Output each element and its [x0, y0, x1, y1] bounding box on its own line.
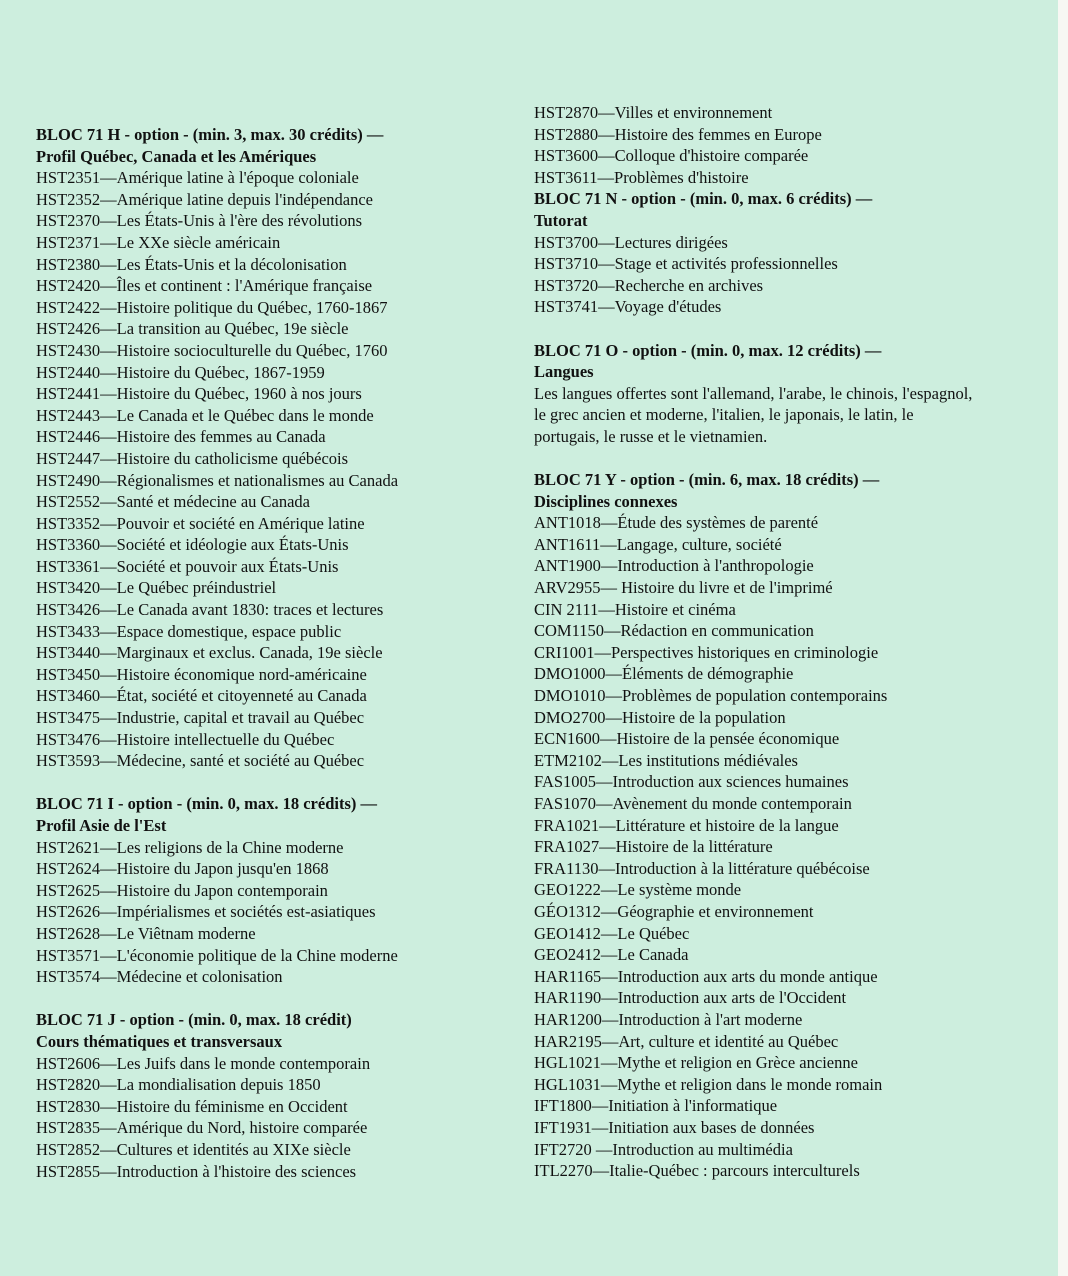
course-item: HST3450—Histoire économique nord-américaine: [36, 664, 367, 684]
bloc-h-courses: [36, 167, 506, 772]
course-item: ECN1600—Histoire de la pensée économique: [534, 729, 840, 749]
course-item: DMO1000—Éléments de démographie: [534, 664, 794, 684]
bloc-i: [36, 793, 506, 987]
course-item: HST3611—Problèmes d'histoire: [534, 167, 749, 187]
left-column: [36, 124, 506, 1182]
course-item: ITL2270—Italie-Québec : parcours interculturels: [534, 1161, 860, 1181]
course-item: HST2351—Amérique latine à l'époque coloniale: [36, 168, 359, 188]
course-item: HST3361—Société et pouvoir aux États-Unis: [36, 556, 339, 576]
course-item: HST2352—Amérique latine depuis l'indépendance: [36, 189, 374, 209]
course-item: HAR1165—Introduction aux arts du monde antique: [534, 966, 878, 986]
course-item: HAR2195—Art, culture et identité au Québec: [534, 1031, 839, 1051]
course-item: HAR1200—Introduction à l'art moderne: [534, 1009, 803, 1029]
course-item: HST2490—Régionalismes et nationalismes au Canada: [36, 470, 399, 490]
course-item: HST3710—Stage et activités professionnelles: [534, 254, 838, 274]
course-item: HST2430—Histoire socioculturelle du Québec, 1760: [36, 340, 388, 360]
course-item: HST2625—Histoire du Japon contemporain: [36, 880, 328, 900]
course-item: HST2380—Les États-Unis et la décolonisation: [36, 254, 347, 274]
bloc-n-courses: [534, 232, 1034, 318]
course-item: HST2371—Le XXe siècle américain: [36, 232, 281, 252]
bloc-i-courses: [36, 837, 506, 988]
course-item: HST2621—Les religions de la Chine moderne: [36, 837, 344, 857]
course-item: HST3476—Histoire intellectuelle du Québec: [36, 729, 335, 749]
course-item: HGL1021—Mythe et religion en Grèce ancienne: [534, 1053, 858, 1073]
course-item: GEO2412—Le Canada: [534, 945, 689, 965]
bloc-h-subtitle: Profil Québec, Canada et les Amériques: [36, 146, 317, 166]
course-item: HST2447—Histoire du catholicisme québécois: [36, 448, 349, 468]
course-item: HST3360—Société et idéologie aux États-Unis: [36, 535, 349, 555]
bloc-y-courses: [534, 512, 1034, 1181]
course-item: COM1150—Rédaction en communication: [534, 621, 814, 641]
course-item: HST3440—Marginaux et exclus. Canada, 19e siècle: [36, 643, 383, 663]
bloc-y-subtitle: Disciplines connexes: [534, 491, 678, 511]
course-item: FRA1021—Littérature et histoire de la langue: [534, 815, 839, 835]
course-item: HST3741—Voyage d'études: [534, 297, 722, 317]
course-item: HST3460—État, société et citoyenneté au Canada: [36, 686, 367, 706]
page-edge: [1058, 0, 1068, 1276]
bloc-j-title: BLOC 71 J - option - (min. 0, max. 18 crédit): [36, 1010, 352, 1030]
course-item: HST3352—Pouvoir et société en Amérique latine: [36, 513, 365, 533]
course-item: HST3593—Médecine, santé et société au Québec: [36, 751, 365, 771]
course-item: HST2422—Histoire politique du Québec, 1760-1867: [36, 297, 388, 317]
course-item: HGL1031—Mythe et religion dans le monde romain: [534, 1074, 883, 1094]
course-item: ETM2102—Les institutions médiévales: [534, 750, 798, 770]
course-item: ANT1018—Étude des systèmes de parenté: [534, 513, 819, 533]
course-item: GEO1222—Le système monde: [534, 880, 742, 900]
course-item: DMO2700—Histoire de la population: [534, 707, 786, 727]
course-item: FRA1027—Histoire de la littérature: [534, 837, 773, 857]
course-item: HST2443—Le Canada et le Québec dans le monde: [36, 405, 374, 425]
course-item: GÉO1312—Géographie et environnement: [534, 901, 814, 921]
bloc-h: [36, 124, 506, 772]
course-item: ANT1611—Langage, culture, société: [534, 534, 782, 554]
course-item: ANT1900—Introduction à l'anthropologie: [534, 556, 814, 576]
course-item: HST2835—Amérique du Nord, histoire comparée: [36, 1118, 368, 1138]
bloc-j-subtitle: Cours thématiques et transversaux: [36, 1031, 283, 1051]
bloc-n: [534, 188, 1034, 318]
course-item: HST2880—Histoire des femmes en Europe: [534, 124, 822, 144]
bloc-o: [534, 340, 1034, 448]
bloc-y: [534, 469, 1034, 1182]
course-item: HST2870—Villes et environnement: [534, 103, 773, 122]
course-item: FAS1070—Avènement du monde contemporain: [534, 794, 852, 813]
course-item: HST3720—Recherche en archives: [534, 275, 764, 295]
course-item: CIN 2111—Histoire et cinéma: [534, 599, 736, 619]
bloc-o-text: Les langues offertes sont l'allemand, l'arabe, le chinois, l'espagnol, le grec ancien et moderne, l'italien, le japonais, le latin, le portugais, le russe et le vietnamien.: [534, 383, 973, 446]
bloc-h-title: BLOC 71 H - option - (min. 3, max. 30 crédits) —: [36, 125, 384, 144]
course-item: FRA1130—Introduction à la littérature québécoise: [534, 858, 870, 878]
bloc-i-title: BLOC 71 I - option - (min. 0, max. 18 crédits) —: [36, 794, 377, 814]
course-item: HST3420—Le Québec préindustriel: [36, 578, 277, 598]
bloc-i-subtitle: Profil Asie de l'Est: [36, 816, 167, 835]
course-item: HST3600—Colloque d'histoire comparée: [534, 146, 809, 166]
bloc-o-title: BLOC 71 O - option - (min. 0, max. 12 crédits) —: [534, 340, 882, 360]
bloc-j-continued-courses: [534, 102, 1034, 188]
course-item: IFT1800—Initiation à l'informatique: [534, 1096, 778, 1116]
course-item: DMO1010—Problèmes de population contemporains: [534, 686, 888, 706]
course-item: HST2370—Les États-Unis à l'ère des révolutions: [36, 211, 363, 231]
right-column: [534, 102, 1034, 1182]
course-item: HST2855—Introduction à l'histoire des sciences: [36, 1161, 357, 1181]
course-item: HST2624—Histoire du Japon jusqu'en 1868: [36, 859, 329, 879]
course-item: HST2820—La mondialisation depuis 1850: [36, 1075, 321, 1095]
course-item: HST2830—Histoire du féminisme en Occident: [36, 1096, 348, 1116]
course-item: HST3571—L'économie politique de la Chine moderne: [36, 945, 398, 965]
course-item: IFT1931—Initiation aux bases de données: [534, 1117, 815, 1137]
bloc-j: [36, 1009, 506, 1182]
course-item: HAR1190—Introduction aux arts de l'Occident: [534, 988, 847, 1008]
course-item: GEO1412—Le Québec: [534, 923, 690, 943]
course-item: HST3475—Industrie, capital et travail au Québec: [36, 708, 365, 728]
bloc-y-title: BLOC 71 Y - option - (min. 6, max. 18 crédits) —: [534, 470, 880, 490]
course-item: HST3433—Espace domestique, espace public: [36, 621, 342, 641]
course-item: HST2852—Cultures et identités au XIXe siècle: [36, 1139, 351, 1159]
course-item: FAS1005—Introduction aux sciences humaines: [534, 772, 849, 792]
course-item: IFT2720 —Introduction au multimédia: [534, 1139, 793, 1159]
course-item: HST2420—Îles et continent : l'Amérique française: [36, 276, 373, 296]
bloc-j-courses: [36, 1053, 506, 1183]
course-item: CRI1001—Perspectives historiques en criminologie: [534, 642, 879, 662]
course-item: HST2446—Histoire des femmes au Canada: [36, 427, 326, 447]
course-item: HST2606—Les Juifs dans le monde contemporain: [36, 1053, 371, 1073]
course-item: HST3574—Médecine et colonisation: [36, 967, 283, 987]
bloc-n-subtitle: Tutorat: [534, 210, 588, 230]
course-item: HST2626—Impérialismes et sociétés est-asiatiques: [36, 902, 376, 922]
course-item: HST2440—Histoire du Québec, 1867-1959: [36, 362, 325, 382]
course-item: HST2628—Le Viêtnam moderne: [36, 923, 256, 943]
course-item: HST3700—Lectures dirigées: [534, 232, 728, 252]
bloc-n-title: BLOC 71 N - option - (min. 0, max. 6 crédits) —: [534, 189, 873, 209]
course-item: HST3426—Le Canada avant 1830: traces et lectures: [36, 600, 384, 620]
bloc-o-subtitle: Langues: [534, 362, 594, 382]
course-item: HST2441—Histoire du Québec, 1960 à nos jours: [36, 384, 362, 404]
course-item: ARV2955— Histoire du livre et de l'imprimé: [534, 578, 833, 598]
course-item: HST2552—Santé et médecine au Canada: [36, 492, 310, 512]
course-item: HST2426—La transition au Québec, 19e siècle: [36, 319, 349, 339]
